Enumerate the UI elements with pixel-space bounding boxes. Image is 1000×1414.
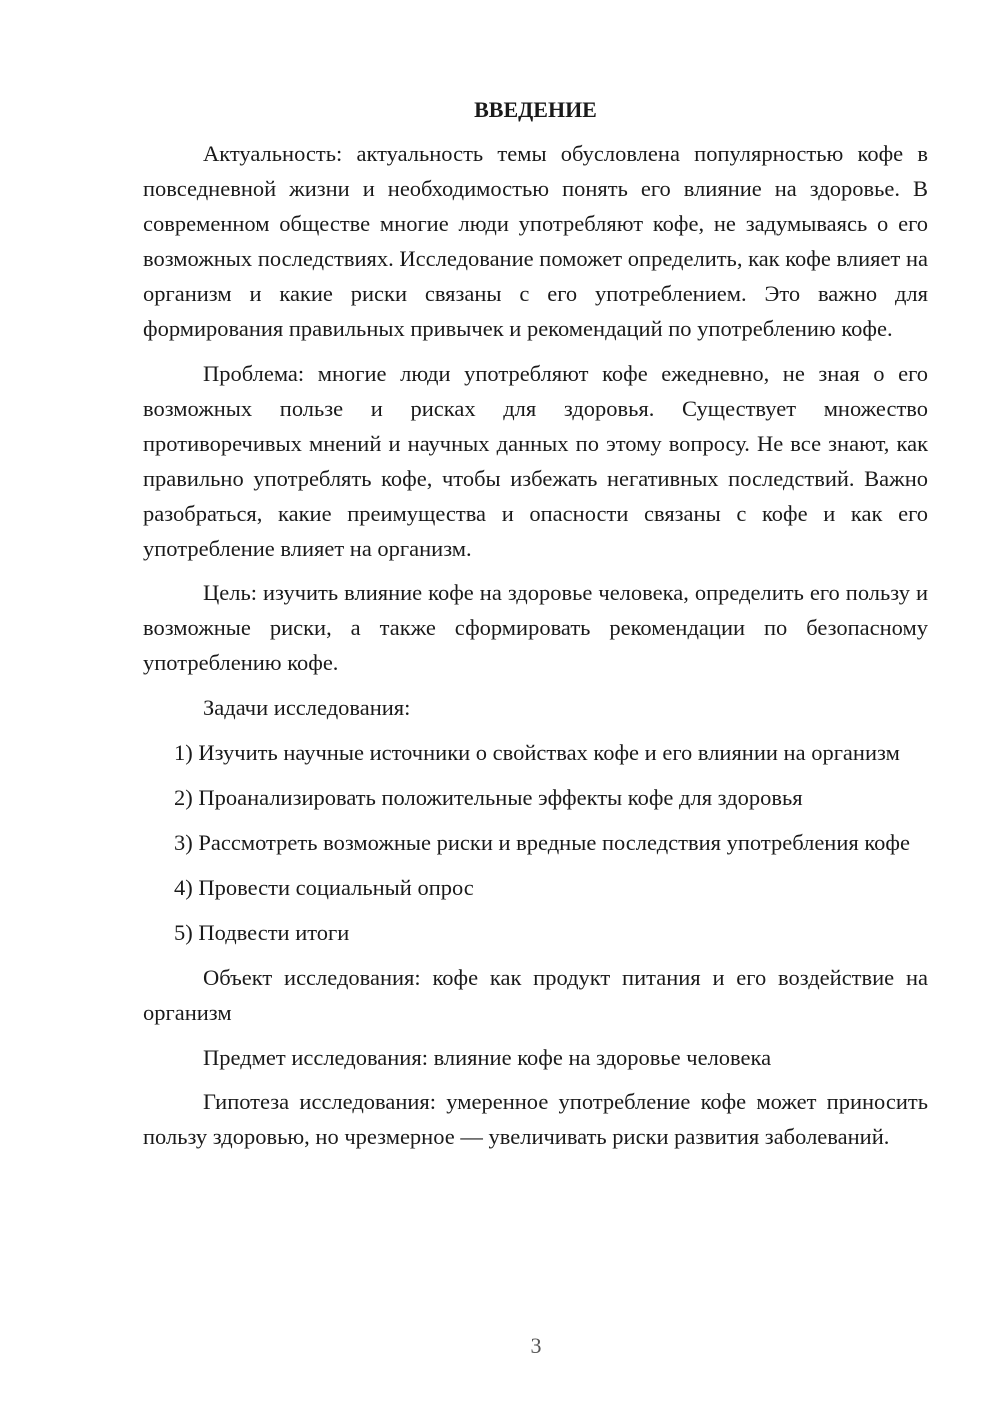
page-number: 3 [530,1333,542,1358]
page-title: ВВЕДЕНИЕ [474,97,597,122]
tasks-list [143,735,928,950]
tasks-heading: Задачи исследования: [203,694,411,720]
goal-paragraph: Цель: изучить влияние кофе на здоровье человека, определить его пользу и возможные риски, а также сформировать рекомендации по безопасному употреблению кофе. [143,580,928,675]
hypothesis-paragraph: Гипотеза исследования: умеренное употребление кофе может приносить пользу здоровью, но чрезмерное — увеличивать риски развития заболеваний. [143,1089,928,1149]
relevance-paragraph: Актуальность: актуальность темы обусловлена популярностью кофе в повседневной жизни и необходимостью понять его влияние на здоровье. В современном обществе многие люди употребляют кофе, не задумываясь о его возможных последствиях. Исследование поможет определить, как кофе влияет на организм и какие риски связаны с его употреблением. Это важно для формирования правильных привычек и рекомендаций по употреблению кофе. [143,141,928,341]
list-item: 5) Подвести итоги [174,920,350,945]
list-item: 1) Изучить научные источники о свойствах кофе и его влиянии на организм [174,740,900,765]
document-page [143,92,928,1164]
list-item: 4) Провести социальный опрос [174,875,474,900]
object-paragraph: Объект исследования: кофе как продукт питания и его воздействие на организм [143,965,928,1025]
problem-paragraph: Проблема: многие люди употребляют кофе ежедневно, не зная о его возможных пользе и рисках для здоровья. Существует множество противоречивых мнений и научных данных по этому вопросу. Не все знают, как правильно употреблять кофе, чтобы избежать негативных последствий. Важно разобраться, какие преимущества и опасности связаны с кофе и как его употребление влияет на организм. [143,360,928,561]
list-item: 3) Рассмотреть возможные риски и вредные последствия употребления кофе [174,830,910,855]
subject-paragraph: Предмет исследования: влияние кофе на здоровье человека [203,1044,772,1070]
list-item: 2) Проанализировать положительные эффекты кофе для здоровья [174,785,803,810]
